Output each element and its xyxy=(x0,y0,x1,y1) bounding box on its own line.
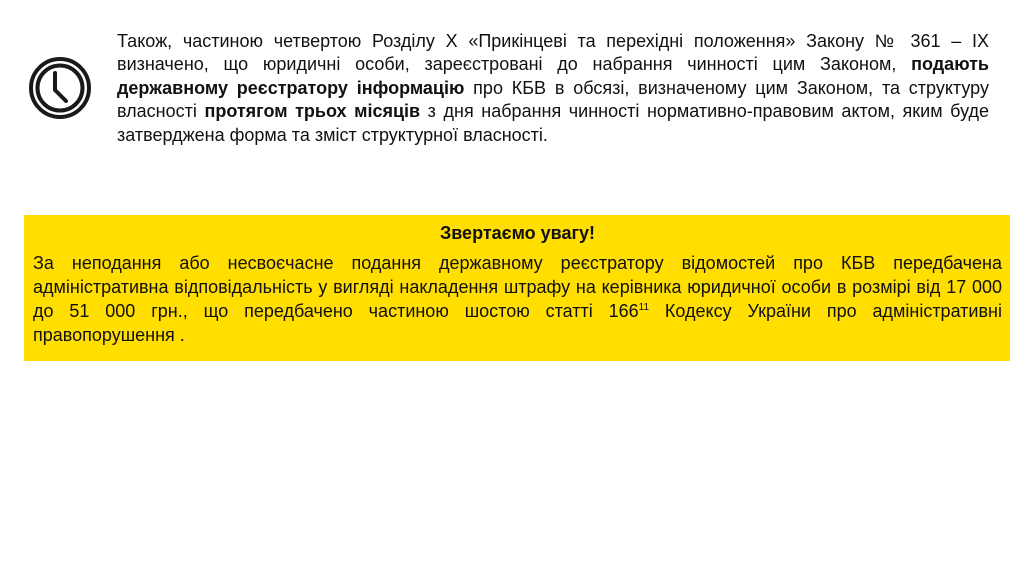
intro-paragraph xyxy=(117,30,989,147)
notice-body-part2: Кодексу України про адміністративні правопорушення . xyxy=(33,301,1002,345)
article-superscript: 11 xyxy=(638,302,650,313)
notice-body xyxy=(33,251,1002,347)
notice-title: Звертаємо увагу! xyxy=(439,223,596,243)
notice-body-part1: За неподання або несвоєчасне подання державному реєстратору відомостей про КБВ передбачена адміністративна відповідальність у вигляді накладення штрафу на керівника юридичної особи в розмірі від 17 000 до 51 000 грн., що передбачено частиною шостою статті 166 xyxy=(33,253,1002,321)
intro-text-part3: з дня набрання чинності нормативно-правовим актом, яким буде затверджена форма та зміст структурної власності. xyxy=(117,101,990,145)
clock-icon xyxy=(28,56,92,120)
attention-notice-box xyxy=(24,215,1010,361)
intro-text-part2: про КБВ в обсязі, визначеному цим Законом, та структуру власності xyxy=(117,77,989,122)
intro-text-part1: Також, частиною четвертою Розділу X «Прикінцеві та перехідні положення» Закону № 361 – IX визначено, що юридичні особи, зареєстровані до набрання чинності цим Законом, xyxy=(117,31,989,75)
intro-bold-three-months: протягом трьох місяців xyxy=(204,101,421,122)
intro-bold-submit-info: подають державному реєстратору інформацію xyxy=(117,54,989,98)
